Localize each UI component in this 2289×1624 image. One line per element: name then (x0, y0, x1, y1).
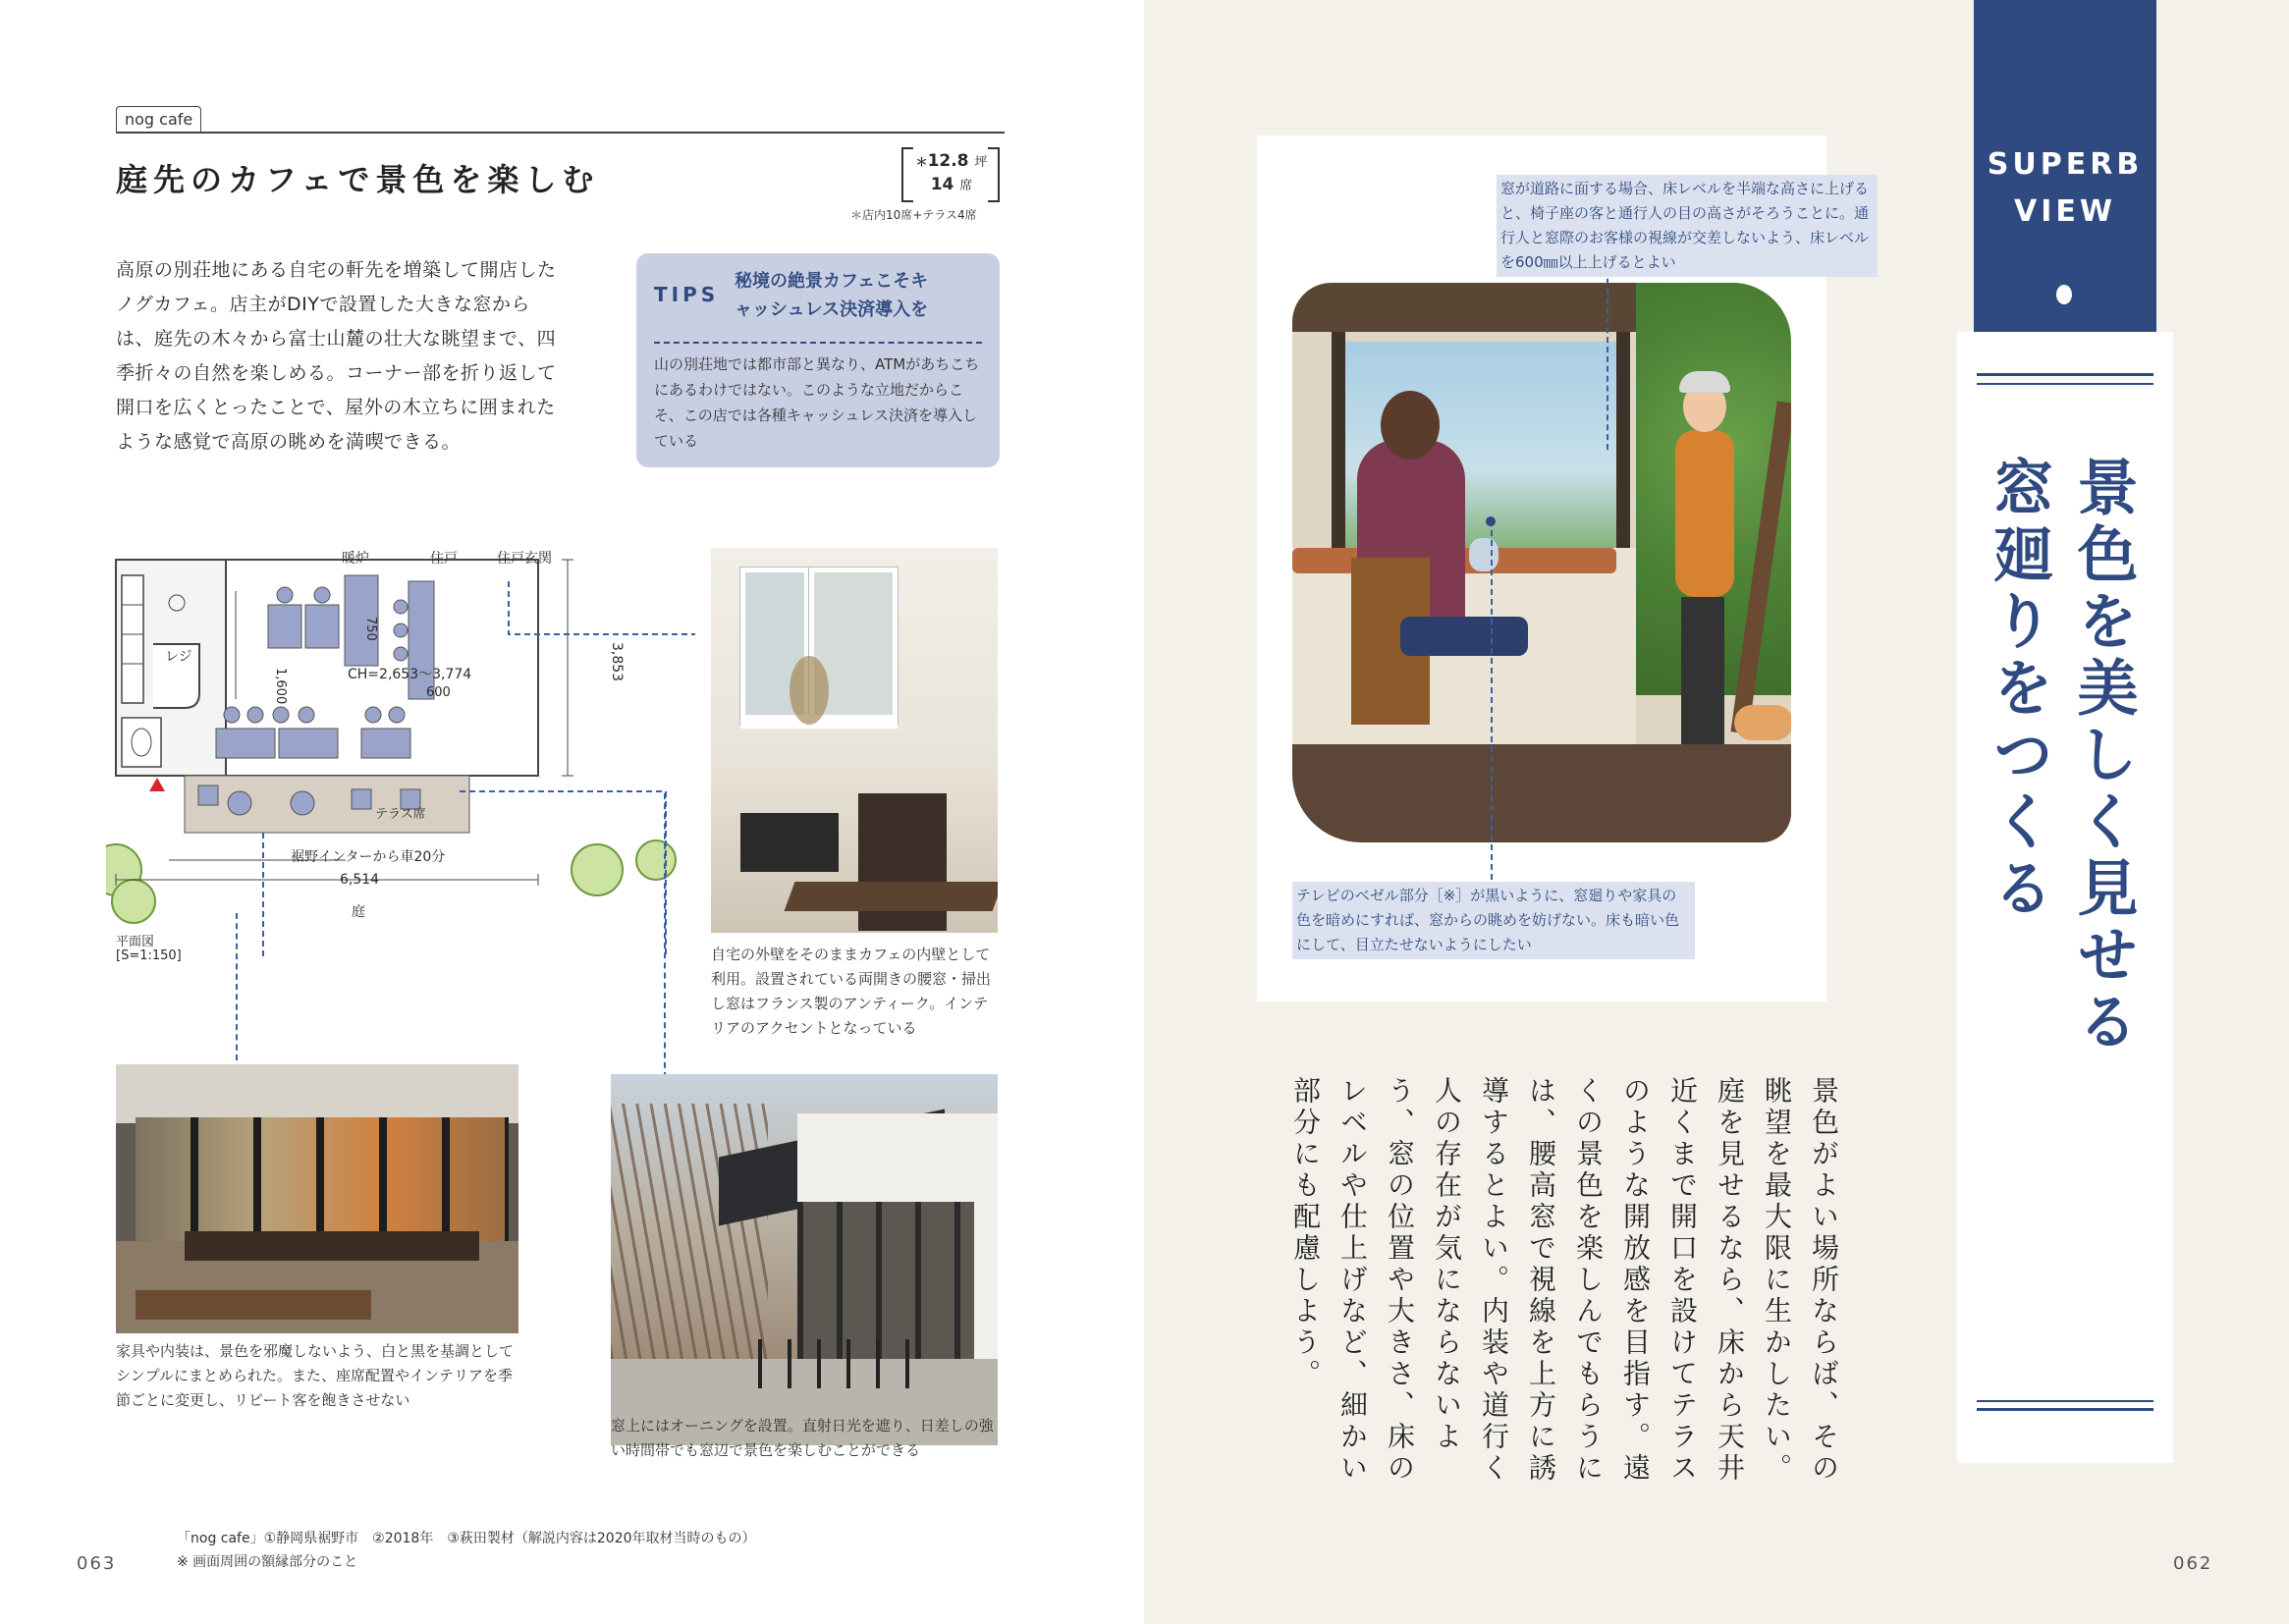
floor-plan (106, 546, 695, 958)
coffee-bean-icon (2056, 285, 2072, 304)
footnote-line1: 「nog cafe」①静岡県裾野市 ②2018年 ③萩田製材（解説内容は2020年取材当時のもの） (177, 1531, 756, 1546)
right-page (1144, 0, 2289, 1624)
footnote-line2: ※ 画面周囲の額縁部分のこと (177, 1554, 358, 1570)
plan-table (268, 605, 301, 648)
caption-photo3: 窓上にはオーニングを設置。直射日光を遮り、日差しの強い時間帯でも窓辺で景色を楽しむことができる (611, 1417, 994, 1459)
left-page (0, 0, 1144, 1624)
leader-line (236, 913, 238, 1060)
plan-label-house-door: 住戸 (430, 551, 458, 567)
cafe-window-illustration (1292, 283, 1791, 842)
page-title: 庭先のカフェで景色を楽しむ (116, 161, 600, 198)
heading-col2: 窓廻りをつくる (1983, 456, 2054, 923)
plan-dim-1600: 1,600 (273, 668, 288, 705)
shop-tag (116, 106, 201, 133)
heading-panel (1957, 332, 2173, 1463)
plan-entrance-arrow (149, 778, 165, 791)
plan-label-garden: 庭 (352, 904, 365, 920)
seats-unit: 席 (959, 179, 973, 193)
plan-tree (572, 844, 623, 895)
plan-title: 平面図 (116, 935, 155, 949)
tips-divider (654, 342, 982, 344)
plan-label-access: 裾野インターから車20分 (291, 849, 446, 865)
photo-exterior-awning (611, 1074, 998, 1445)
area-value: 12.8 (927, 151, 969, 171)
page-number-right: 062 (2173, 1553, 2213, 1574)
plan-shelf (122, 575, 143, 703)
plan-tree (636, 840, 676, 880)
leader-line (664, 793, 666, 1078)
illustration-card (1257, 135, 1870, 1001)
plan-label-register: レジ (165, 649, 192, 665)
plan-label-house-entrance: 住戸玄関 (497, 551, 552, 567)
plan-dim-3853: 3,853 (609, 642, 625, 682)
tips-box (636, 253, 1000, 467)
illustration-note-bottom: テレビのベゼル部分［※］が黒いように、窓廻りや家具の色を暗めにすれば、窓からの眺めを妨げない。床も暗い色にして、目立たせないようにしたい (1292, 882, 1695, 959)
photo-dining-room (116, 1064, 518, 1333)
plan-scale: [S=1:150] (116, 948, 182, 963)
plan-tree (112, 880, 155, 923)
tips-body: 山の別荘地では都市部と異なり、ATMがあちこちにあるわけではない。このような立地だからこそ、この店では各種キャッシュレス決済を導入している (654, 355, 980, 450)
seats-note: ＊店内10席+テラス4席 (850, 208, 977, 222)
badge-line1: SUPERB (1987, 147, 2144, 182)
body-text: 景色がよい場所ならば、その眺望を最大限に生かしたい。庭を見せるなら、床から天井近くまで開口を設けてテラスのような開放感を目指す。遠くの景色を楽しんでもらうには、腰高窓で視線を上方に誘導するとよい。内装や道行く人の存在が気にならないよう、窓の位置や大きさ、床のレベルや仕上げなど、細かい部分にも配慮しよう。 (1289, 1076, 1840, 1485)
plan-label-ch: CH=2,653～3,774 (348, 667, 472, 682)
caption-photo1: 自宅の外壁をそのままカフェの内壁として利用。設置されている両開きの腰窓・掃出し窓はフランス製のアンティーク。インテリアのアクセントとなっている (711, 946, 992, 1037)
intro-paragraph: 高原の別荘地にある自宅の軒先を増築して開店したノグカフェ。店主がDIYで設置した大きな窓からは、庭先の木々から富士山麓の壮大な眺望まで、四季折々の自然を楽しめる。コーナー部を折り返して開口を広くとったことで、屋外の木立ちに囲まれたような感覚で高原の眺めを満喫できる。 (116, 259, 557, 453)
plan-label-heater: 暖炉 (342, 551, 369, 567)
plan-toilet (122, 718, 161, 767)
area-seats-box (901, 147, 1000, 202)
photo-interior-window (711, 548, 998, 933)
caption-photo2: 家具や内装は、景色を邪魔しないよう、白と黒を基調としてシンプルにまとめられた。また、座席配置やインテリアを季節ごとに変更し、リピート客を飽きさせない (116, 1342, 515, 1409)
leader-line (1607, 249, 1608, 450)
plan-dim-600: 600 (426, 685, 451, 700)
area-mark: ＊ (915, 155, 928, 169)
tips-label: TIPS (654, 283, 720, 306)
plan-dim-750: 750 (363, 617, 378, 641)
area-unit: 坪 (974, 155, 988, 170)
leader-dot (1486, 516, 1496, 526)
tips-title: 秘境の絶景カフェこそキャッシュレス決済導入を (735, 271, 929, 320)
badge-line2: VIEW (2014, 194, 2116, 229)
plan-table (305, 605, 339, 648)
plan-terrace (185, 776, 469, 833)
leader-line (1491, 520, 1493, 899)
heading-col1: 景色を美しく見せる (2067, 456, 2139, 1056)
header-rule (116, 132, 1005, 134)
superb-view-badge (1974, 0, 2156, 332)
plan-label-terrace: テラス席 (375, 807, 426, 822)
seats-value: 14 (930, 175, 954, 194)
shop-tag-label: nog cafe (125, 110, 193, 129)
page-number-left: 063 (77, 1553, 117, 1574)
illustration-note-top: 窓が道路に面する場合、床レベルを半端な高さに上げると、椅子座の客と通行人の目の高さがそろうことに。通行人と窓際のお客様の視線が交差しないよう、床レベルを600㎜以上上げるとよい (1497, 175, 1878, 277)
plan-dim-6514: 6,514 (340, 872, 380, 888)
